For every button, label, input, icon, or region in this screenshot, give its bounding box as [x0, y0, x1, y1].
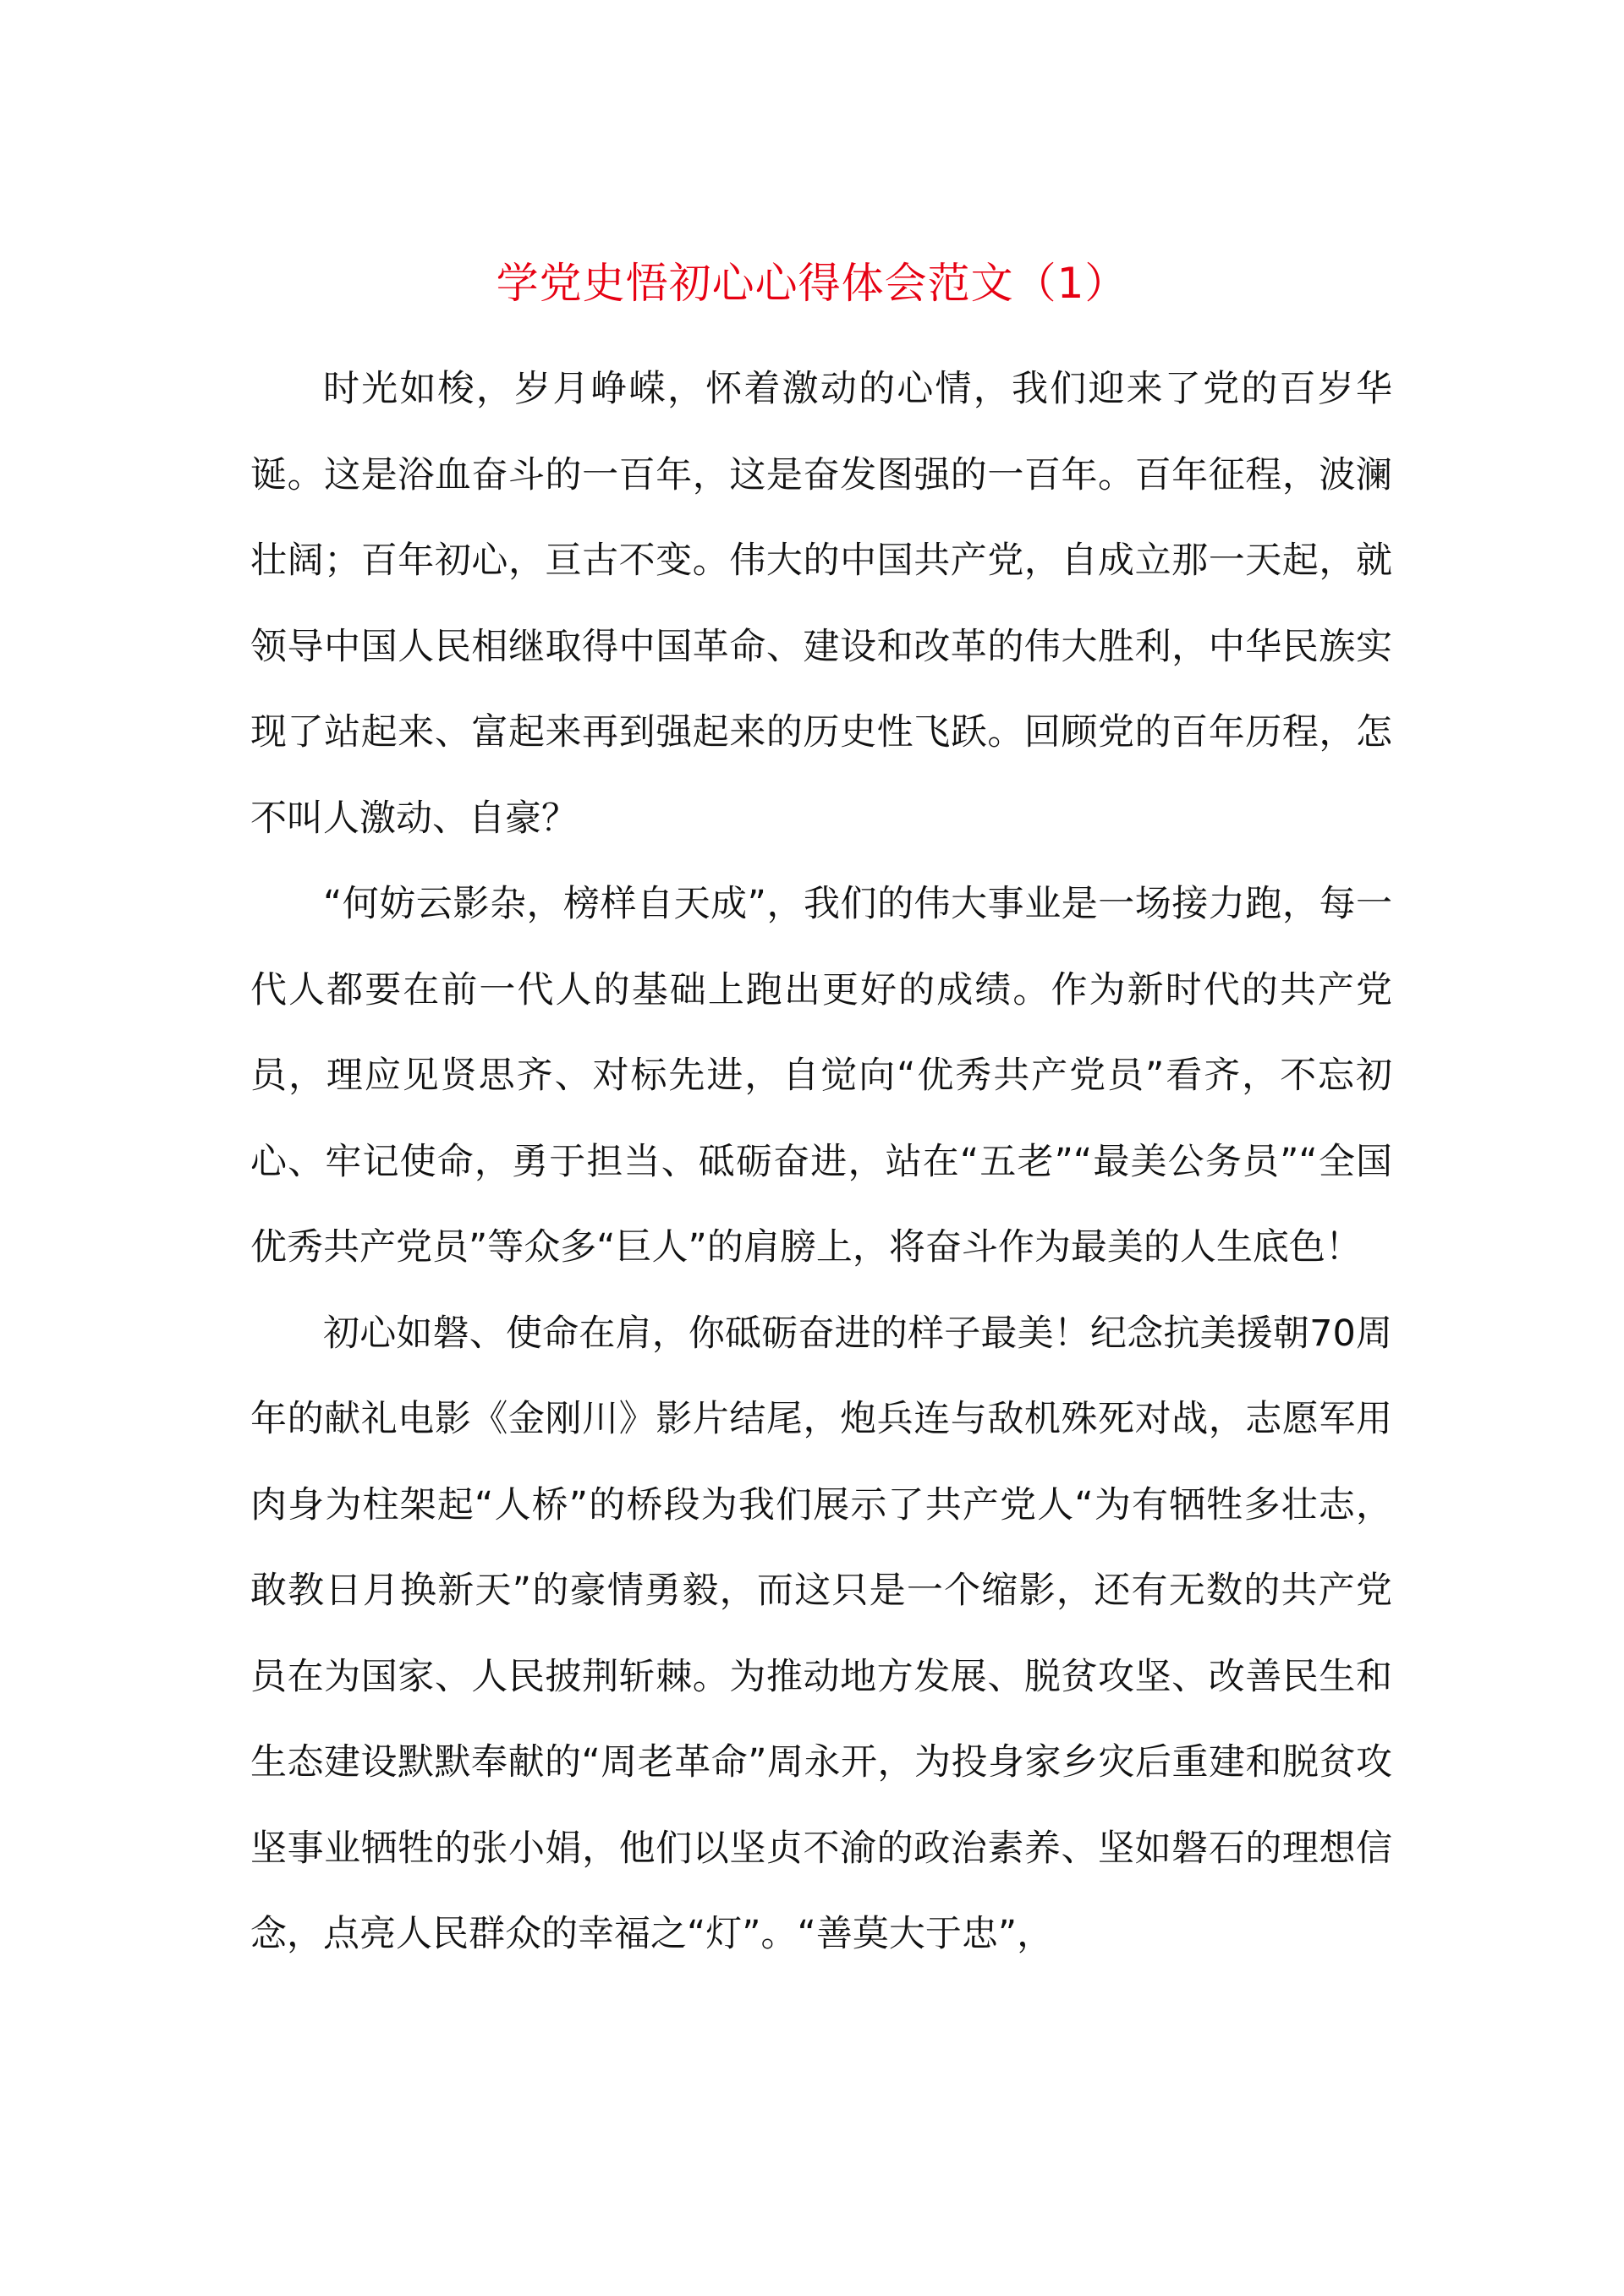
paragraph: 时光如梭，岁月峥嵘，怀着激动的心情，我们迎来了党的百岁华诞。这是浴血奋斗的一百年，这是奋发图强的一百年。百年征程，波澜壮阔；百年初心，亘古不变。伟大的中国共产党，自成立那一天起，就领导中国人民相继取得中国革命、建设和改革的伟大胜利，中华民族实现了站起来、富起来再到强起来的历史性飞跃。回顾党的百年历程，怎不叫人激动、自豪？ — [250, 368, 1392, 840]
paragraph: “何妨云影杂，榜样自天成”，我们的伟大事业是一场接力跑，每一代人都要在前一代人的基础上跑出更好的成绩。作为新时代的共产党员，理应见贤思齐、对标先进，自觉向“优秀共产党员”看齐，不忘初心、牢记使命，勇于担当、砥砺奋进，站在“五老”“最美公务员”“全国优秀共产党员”等众多“巨人”的肩膀上，将奋斗作为最美的人生底色！ — [250, 883, 1392, 1269]
document-body — [250, 347, 1392, 1978]
document-title: 学党史悟初心心得体会范文（1） — [496, 259, 1128, 308]
paragraph: 初心如磐、使命在肩，你砥砺奋进的样子最美！纪念抗美援朝70周年的献礼电影《金刚川》影片结尾，炮兵连与敌机殊死对战，志愿军用肉身为柱架起“人桥”的桥段为我们展示了共产党人“为有牺牲多壮志，敢教日月换新天”的豪情勇毅，而这只是一个缩影，还有无数的共产党员在为国家、人民披荆斩棘。为推动地方发展、脱贫攻坚、改善民生和生态建设默默奉献的“周老革命”周永开，为投身家乡灾后重建和脱贫攻坚事业牺牲的张小娟，他们以坚贞不渝的政治素养、坚如磐石的理想信念，点亮人民群众的幸福之“灯”。“善莫大于忠”， — [250, 1312, 1392, 1955]
